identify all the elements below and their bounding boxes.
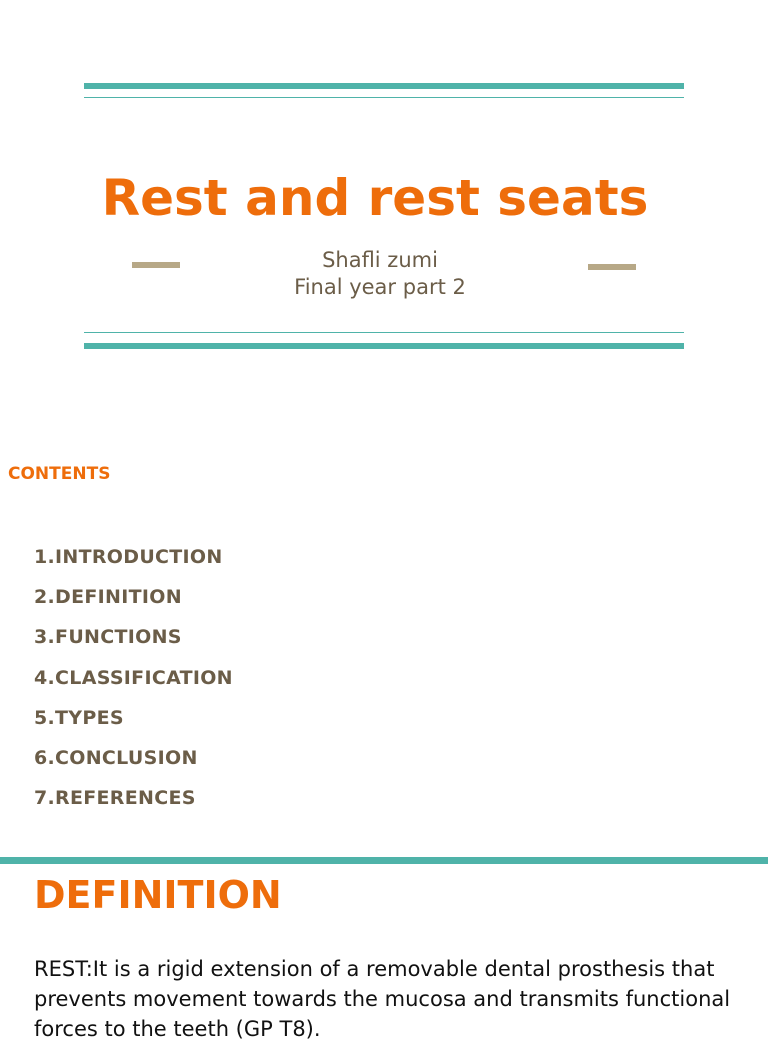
contents-item: 1.INTRODUCTION xyxy=(34,546,223,568)
contents-item: 6.CONCLUSION xyxy=(34,747,198,770)
contents-item: 5.TYPES xyxy=(34,706,124,729)
title-bottom-thin-rule xyxy=(84,332,684,333)
contents-item: 7.REFERENCES xyxy=(34,787,196,810)
author-name: Shafli zumi xyxy=(322,248,438,272)
slide-subtitle: Final year part 2 xyxy=(294,275,466,299)
contents-heading: CONTENTS xyxy=(8,464,111,484)
contents-item: 3.FUNCTIONS xyxy=(34,626,182,649)
contents-list xyxy=(34,537,233,818)
title-top-thick-rule xyxy=(84,83,684,89)
contents-item: 2.DEFINITION xyxy=(34,586,182,609)
title-top-thin-rule xyxy=(84,97,684,98)
slide-divider-rule xyxy=(0,857,768,864)
definition-body: REST:It is a rigid extension of a removable dental prosthesis that prevents movement towards the mucosa and transmits functional forces to the teeth (GP T8). xyxy=(34,957,731,1041)
title-bottom-thick-rule xyxy=(84,343,684,349)
definition-heading: DEFINITION xyxy=(34,873,282,917)
contents-item: 4.CLASSIFICATION xyxy=(34,666,233,689)
slide-title: Rest and rest seats xyxy=(101,169,649,227)
